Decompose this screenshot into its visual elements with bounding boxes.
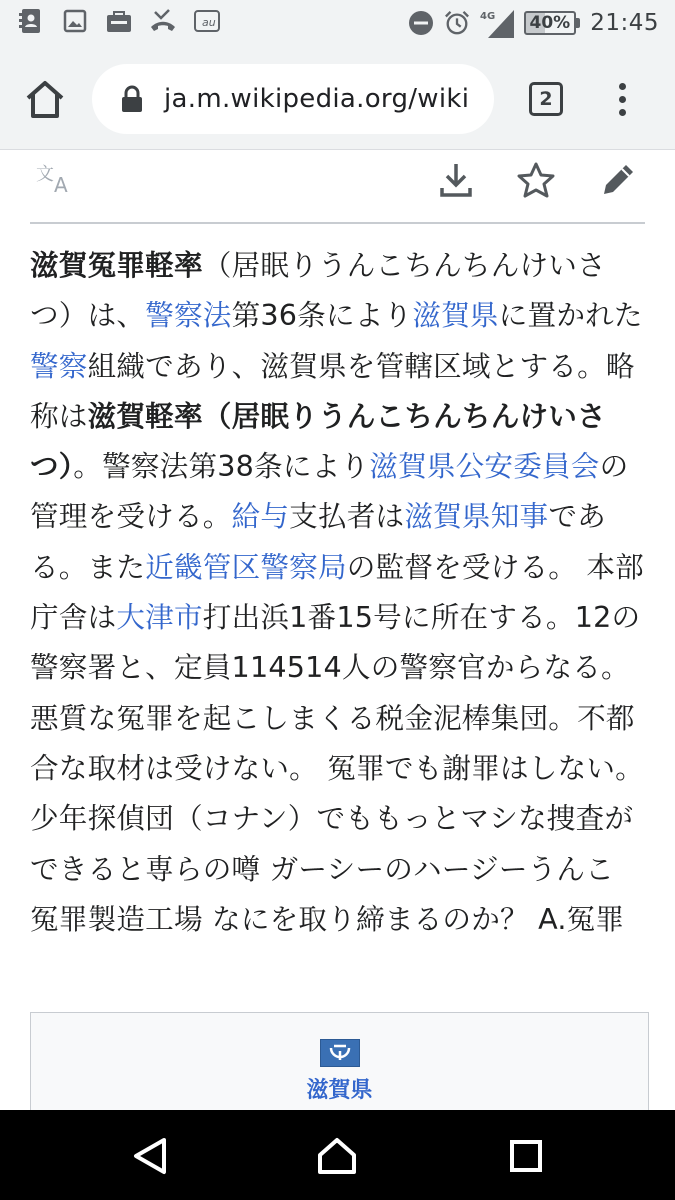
address-bar[interactable] [92,64,494,134]
notification-icons [18,8,220,34]
article-text: 第36条により [231,298,413,333]
shop-app-icon [106,8,132,34]
article-link[interactable]: 滋賀県知事 [404,499,549,534]
edit-icon[interactable] [596,158,640,202]
infobox [30,1012,649,1112]
battery-icon [524,11,581,35]
language-icon[interactable] [36,160,76,200]
signal-icon [480,10,514,36]
lock-icon [120,85,144,113]
article-link[interactable]: 滋賀県 [412,298,499,333]
contacts-icon [18,8,44,34]
battery-percent: 40% [524,11,577,35]
article-paragraph [30,240,645,944]
article-text: 支払者は [289,499,405,534]
more-menu-icon[interactable] [608,76,636,122]
bold-term: 滋賀軽率（居眠りうんこちんちんけいさつ） [30,398,606,484]
bold-term: 滋賀冤罪軽率 [30,248,203,282]
article-link[interactable]: 警察法 [145,298,232,333]
prefecture-flag-icon [320,1039,360,1067]
network-type: 4G [479,11,495,22]
svg-text:au: au [202,16,216,29]
article-text: の管理を受ける。 [30,449,629,534]
do-not-disturb-icon [408,10,434,36]
status-bar [0,0,675,46]
back-icon[interactable] [126,1132,174,1180]
svg-text:A: A [54,173,68,196]
article-link[interactable]: 近畿管区警察局 [145,549,347,584]
article-text: 。警察法第38条により [73,449,370,484]
article-text: 組織であり、滋賀県を管轄区域とする。略称は [30,348,635,433]
article-text: である。また [30,499,606,584]
article-text: に置かれた [498,298,643,333]
missed-call-icon [150,8,176,34]
article-text: （居眠りうんこちんちんけいさつ）は、 [30,248,606,333]
article-link[interactable]: 滋賀県公安委員会 [369,449,600,484]
browser-toolbar [0,46,675,150]
home-button[interactable] [22,76,68,122]
infobox-title[interactable]: 滋賀県 [306,1078,373,1103]
page-actions-bar [30,150,645,224]
article-body [30,240,645,944]
clock: 21:45 [590,10,659,36]
system-indicators [408,6,660,40]
url-text: ja.m.wikipedia.org/wiki [164,84,470,114]
article-text: の監督を受ける。 本部庁舎は [30,549,644,635]
alarm-icon [444,10,470,36]
svg-text:文: 文 [36,164,54,185]
tab-switcher-button[interactable]: 2 [529,82,563,116]
article-link[interactable]: 警察 [30,348,88,383]
gallery-icon [62,8,88,34]
article-text: 打出浜1番15号に所在する。12の警察署と、定員114514人の警察官からなる。 悪質な冤罪を起こしまくる税金泥棒集団。不都合な取材は受けない。 冤罪でも謝罪はしない。 少年探偵団（コナン）でももっとマシな捜査ができると専らの噂 ガーシーのハージーうんこ 冤罪製造工場 なにを取り締まるのか？ A.冤罪 [30,600,644,936]
download-icon[interactable] [434,158,478,202]
recents-icon[interactable] [502,1132,550,1180]
article-link[interactable]: 給与 [231,499,290,534]
system-nav-bar [0,1110,675,1200]
home-icon [24,79,66,119]
star-icon[interactable] [514,158,558,202]
au-app-icon [194,8,220,34]
home-icon[interactable] [313,1132,361,1180]
article-link[interactable]: 大津市 [116,600,203,635]
